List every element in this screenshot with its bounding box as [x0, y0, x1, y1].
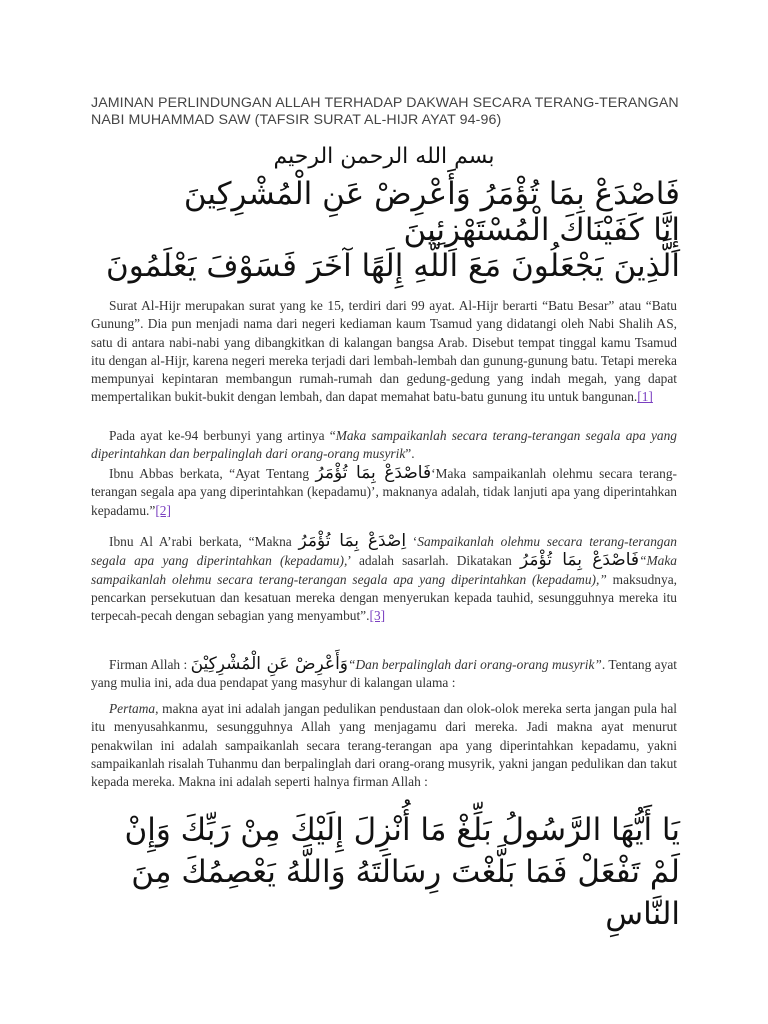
- p4-arabic-quote-1: اِصْدَعْ بِمَا تُؤْمَرُ: [298, 531, 407, 551]
- p5-arabic-quote: وَأَعْرِضْ عَنِ الْمُشْرِكِيْنَ: [190, 654, 348, 674]
- paragraph-pertama: [91, 700, 677, 791]
- footnote-link-2[interactable]: [2]: [155, 502, 171, 518]
- paragraph-ayat-94: [91, 427, 677, 464]
- p5-translation: “Dan berpalinglah dari orang-orang musyrik”: [348, 657, 602, 672]
- p2-pre: Pada ayat ke-94 berbunyi yang artinya “: [109, 428, 336, 443]
- al-maidah-67-line-1: يَا أَيُّهَا الرَّسُولُ بَلِّغْ مَا أُنْزِلَ إِلَيْكَ مِنْ رَبِّكَ وَإِنْ: [124, 812, 680, 848]
- paragraph-intro: [91, 297, 677, 407]
- paragraph-intro-text: Surat Al-Hijr merupakan surat yang ke 15, terdiri dari 99 ayat. Al-Hijr berarti “Batu Besar” atau “Batu Gunung”. Dia pun menjadi nama dari negeri kediaman kaum Tsamud yang didatangi oleh Nabi Shalih AS, satu di antara nabi-nabi yang dibangkitkan di kalangan bangsa Arab. Disebut tempat tinggal kamu Tsamud itu dengan al-Hijr, karena negeri mereka terjadi dari lembah-lembah dan gunung-gunung batu. Tetapi mereka mempunyai kepintaran membangun rumah-rumah dan gedung-gedung yang indah megah, yang dapat mempertalikan bukit-bukit dengan lembah, dan dapat memahat batu-batu gunung itu untuk bangunan.: [91, 298, 677, 405]
- p4-mid: ’ adalah sasarlah. Dikatakan: [347, 553, 520, 569]
- p6-text: , makna ayat ini adalah jangan pedulikan pendustaan dan olok-olok mereka serta jangan pula hal itu menyusahkanmu, sesungguhnya Allah yang menjagamu dari mereka. Jadi makna ayat menurut penakwilan ini adalah sampaikanlah secara terang-terangan apa yang diperintahkan kepadamu, yakni sampaikanlah risalah Tuhanmu dan berpalinglah dari orang-orang musyrik, yakni jangan pedulikan dan takut kepada mereka. Makna ini adalah seperti halnya firman Allah :: [91, 701, 677, 790]
- paragraph-ibnu-al-arabi: Ibnu Al A’rabi berkata, “Makna اِصْدَعْ بِمَا تُؤْمَرُ ‘Sampaikanlah olehmu secara terang-terangan segala apa yang diperintahkan (kepadamu),’ adalah sasarlah. Dikatakan فَاصْدَعْ بِمَا تُؤْمَرُ“Maka sampaikanlah olehmu secara terang-terangan segala apa yang diperintahkan (kepadamu),” maksudnya, pencarkan persekutuan dan kesatuan mereka dengan menyerukan kepada tauhid, sesungguhnya mereka itu terpecah-pecah dengan sebagian yang menyambut”.[3]: [91, 531, 677, 624]
- p4-post: maksudnya, pencarkan persekutuan dan kesatuan mereka dengan menyerukan kepada tauhid, sesungguhnya mereka itu terpecah-pecah dengan sebagian yang menyambut”.: [91, 571, 677, 624]
- ayat-96: الَّذِينَ يَجْعَلُونَ مَعَ اللَّهِ إِلَهًا آخَرَ فَسَوْفَ يَعْلَمُونَ: [105, 248, 680, 284]
- p6-label: Pertama: [109, 701, 156, 716]
- p3-arabic-quote: فَاصْدَعْ بِمَا تُؤْمَرُ: [315, 463, 432, 483]
- ayat-94: فَاصْدَعْ بِمَا تُؤْمَرُ وَأَعْرِضْ عَنِ الْمُشْرِكِينَ: [183, 176, 680, 212]
- p4-translation-1: Sampaikanlah olehmu secara terang-terangan segala apa yang diperintahkan (kepadamu),: [91, 534, 677, 569]
- basmala: بسم الله الرحمن الرحيم: [273, 144, 495, 169]
- p4-translation-2: “Maka sampaikanlah olehmu secara terang-terangan segala apa yang diperintahkan (kepadamu),”: [91, 553, 677, 587]
- p3-pre: Ibnu Abbas berkata, “Ayat Tentang: [109, 466, 316, 481]
- paragraph-ibnu-abbas: [91, 464, 677, 520]
- al-maidah-67-line-2: لَمْ تَفْعَلْ فَمَا بَلَّغْتَ رِسَالَتَهُ وَاللَّهُ يَعْصِمُكَ مِنَ: [131, 854, 680, 890]
- p4-arabic-quote-2: فَاصْدَعْ بِمَا تُؤْمَرُ: [520, 550, 640, 571]
- p5-pre: Firman Allah :: [109, 657, 191, 672]
- footnote-link-1[interactable]: [1]: [637, 389, 653, 405]
- article-title: JAMINAN PERLINDUNGAN ALLAH TERHADAP DAKWAH SECARA TERANG-TERANGAN NABI MUHAMMAD SAW (TAFSIR SURAT AL-HIJR AYAT 94-96): [91, 95, 679, 128]
- al-maidah-67-line-3: النَّاسِ: [605, 896, 680, 932]
- p2-translation: Maka sampaikanlah secara terang-terangan segala apa yang diperintahkan dan berpalinglah dari orang-orang musyrik: [91, 428, 677, 462]
- paragraph-firman-allah: [91, 655, 677, 693]
- p5-post: . Tentang ayat yang mulia ini, ada dua pendapat yang masyhur di kalangan ulama :: [91, 657, 677, 691]
- footnote-link-3[interactable]: [3]: [369, 608, 386, 624]
- p3-post: ‘Maka sampaikanlah olehmu secara terang-terangan segala apa yang diperintahkan (kepadamu)’, maknanya adalah, tidak lanjuti apa yang diperintahkan kepadamu.”: [91, 466, 677, 518]
- p4-pre: Ibnu Al A’rabi berkata, “Makna: [109, 534, 299, 549]
- ayat-95: إِنَّا كَفَيْنَاكَ الْمُسْتَهْزِئِينَ: [403, 212, 680, 248]
- p2-post: ”.: [405, 446, 415, 462]
